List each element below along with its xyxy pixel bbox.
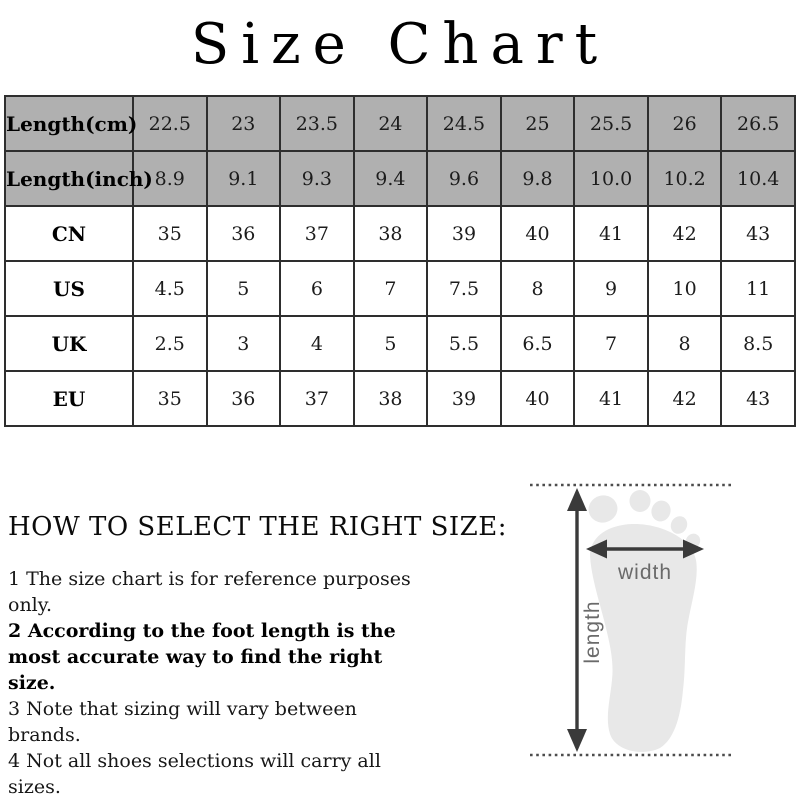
size-cell: 9.8 <box>501 151 575 206</box>
size-cell: 8 <box>501 261 575 316</box>
table-row <box>5 96 795 151</box>
row-header-length-inch: Length(inch) <box>5 151 133 206</box>
size-cell: 40 <box>501 206 575 261</box>
size-cell: 39 <box>427 206 501 261</box>
size-cell: 36 <box>207 371 281 426</box>
size-cell: 42 <box>648 206 722 261</box>
size-cell: 3 <box>207 316 281 371</box>
size-cell: 9 <box>574 261 648 316</box>
page-title: Size Chart <box>190 12 610 77</box>
size-cell: 43 <box>721 206 795 261</box>
size-cell: 7 <box>354 261 428 316</box>
size-cell: 35 <box>133 206 207 261</box>
size-note: 2 According to the foot length is the most accurate way to find the right size. <box>8 620 396 694</box>
size-cell: 23.5 <box>280 96 354 151</box>
size-cell: 4.5 <box>133 261 207 316</box>
size-cell: 40 <box>501 371 575 426</box>
size-cell: 23 <box>207 96 281 151</box>
size-cell: 7 <box>574 316 648 371</box>
size-cell: 25 <box>501 96 575 151</box>
size-cell: 25.5 <box>574 96 648 151</box>
guide-heading: HOW TO SELECT THE RIGHT SIZE: <box>8 512 507 542</box>
size-cell: 43 <box>721 371 795 426</box>
size-cell: 10.0 <box>574 151 648 206</box>
foot-measurement-diagram <box>500 450 800 800</box>
size-cell: 5 <box>354 316 428 371</box>
size-cell: 9.3 <box>280 151 354 206</box>
sizing-guide <box>8 512 507 800</box>
size-cell: 2.5 <box>133 316 207 371</box>
row-header-us: US <box>5 261 133 316</box>
size-cell: 5 <box>207 261 281 316</box>
size-cell: 8.5 <box>721 316 795 371</box>
size-cell: 24.5 <box>427 96 501 151</box>
size-cell: 36 <box>207 206 281 261</box>
size-cell: 8.9 <box>133 151 207 206</box>
table-row <box>5 371 795 426</box>
size-cell: 41 <box>574 206 648 261</box>
length-label: length <box>581 600 604 664</box>
size-note: 3 Note that sizing will vary between brands. <box>8 698 357 746</box>
size-cell: 37 <box>280 371 354 426</box>
size-cell: 9.1 <box>207 151 281 206</box>
row-header-uk: UK <box>5 316 133 371</box>
size-cell: 37 <box>280 206 354 261</box>
size-cell: 11 <box>721 261 795 316</box>
size-cell: 22.5 <box>133 96 207 151</box>
size-cell: 35 <box>133 371 207 426</box>
row-header-cn: CN <box>5 206 133 261</box>
size-cell: 24 <box>354 96 428 151</box>
table-row <box>5 316 795 371</box>
size-note: 4 Not all shoes selections will carry all sizes. <box>8 750 381 798</box>
size-cell: 42 <box>648 371 722 426</box>
size-cell: 10.4 <box>721 151 795 206</box>
size-cell: 5.5 <box>427 316 501 371</box>
size-cell: 8 <box>648 316 722 371</box>
size-cell: 10.2 <box>648 151 722 206</box>
size-cell: 6 <box>280 261 354 316</box>
size-cell: 38 <box>354 206 428 261</box>
size-cell: 41 <box>574 371 648 426</box>
size-cell: 10 <box>648 261 722 316</box>
table-row <box>5 206 795 261</box>
size-conversion-table <box>4 95 796 427</box>
table-row <box>5 151 795 206</box>
row-header-length-cm: Length(cm) <box>5 96 133 151</box>
size-notes <box>8 566 422 800</box>
size-cell: 39 <box>427 371 501 426</box>
size-cell: 9.4 <box>354 151 428 206</box>
size-cell: 4 <box>280 316 354 371</box>
size-cell: 26.5 <box>721 96 795 151</box>
size-note: 1 The size chart is for reference purposes only. <box>8 568 411 616</box>
row-header-eu: EU <box>5 371 133 426</box>
size-cell: 6.5 <box>501 316 575 371</box>
size-cell: 38 <box>354 371 428 426</box>
width-label: width <box>617 561 673 584</box>
size-table-body <box>5 96 795 426</box>
size-cell: 26 <box>648 96 722 151</box>
size-cell: 9.6 <box>427 151 501 206</box>
table-row <box>5 261 795 316</box>
size-cell: 7.5 <box>427 261 501 316</box>
